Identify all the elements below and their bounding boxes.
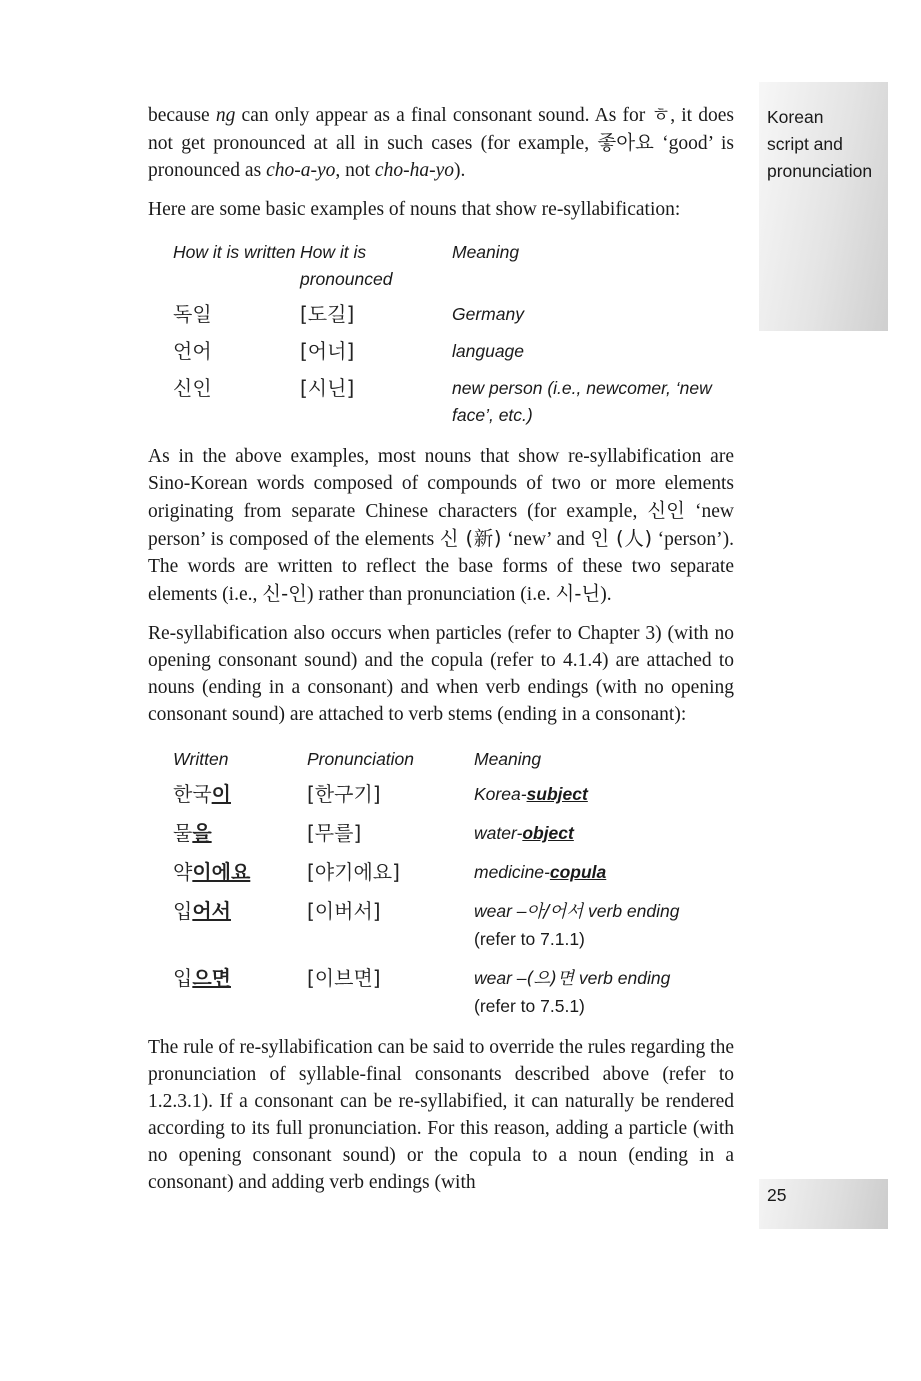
meaning-text: verb ending — [583, 901, 680, 921]
paragraph-5: The rule of re-syllabification can be said to override the rules regarding the pronunciation of syllable-final consonants described above (refer to 1.2.3.1). If a consonant can be re-syllabified, it can naturally be rendered according to its full pronunciation. For this reason, adding a particle (with no opening consonant sound) or the copula to a noun (ending in a consonant) and adding verb endings (with — [148, 1037, 734, 1193]
meaning-korean: (으)면 — [526, 969, 574, 989]
main-text-column — [148, 101, 734, 1196]
written-cell — [173, 898, 307, 953]
korean-letter: ㅎ — [651, 103, 671, 126]
text: , not — [335, 160, 375, 181]
korean-word: 인 (人) — [590, 527, 653, 550]
particle: 이 — [211, 782, 231, 806]
written-cell: 독일 — [173, 302, 212, 326]
pronunciation-cell: [무를] — [307, 821, 362, 845]
table-row — [173, 859, 734, 886]
particle-resyllabification-table — [173, 746, 734, 1020]
table-row — [173, 338, 734, 365]
verb-ending: 어서 — [192, 899, 231, 923]
text: ). — [453, 160, 466, 181]
table-row — [173, 781, 734, 808]
meaning-text: Korea- — [474, 784, 527, 804]
pronounced-cell: [도길] — [300, 302, 355, 326]
side-title-line: script and — [767, 134, 843, 154]
header-meaning: Meaning — [474, 749, 542, 769]
stem: 입 — [173, 966, 193, 990]
pronunciation-cell: [야기에요] — [307, 860, 400, 884]
romanization: cho-ha-yo — [374, 160, 454, 181]
table-row — [173, 301, 734, 328]
meaning-cell: language — [452, 341, 525, 361]
text: ‘good’ is pronounced as — [148, 133, 734, 181]
header-written: How it is written — [173, 242, 296, 262]
paragraph-4: Re-syllabification also occurs when particles (refer to Chapter 3) (with no opening consonant sound) and the copula (refer to 4.1.4) are attached to nouns (ending in a consonant) and when verb endings (with no opening consonant sound) are attached to verb stems (ending in a consonant): — [148, 623, 734, 725]
korean-word: 신 (新) — [439, 527, 502, 550]
romanization: cho-a-yo — [266, 160, 336, 181]
table-row — [173, 820, 734, 847]
written-cell — [173, 781, 307, 808]
korean-word: 좋아요 — [597, 131, 654, 154]
korean-word: 신-인 — [262, 582, 307, 605]
written-cell — [173, 965, 307, 1020]
particle: 이에요 — [192, 860, 251, 884]
header-written: Written — [173, 749, 229, 769]
verb-ending: 으면 — [192, 966, 231, 990]
header-pronounced: How it is pronounced — [300, 242, 393, 289]
pronunciation-cell: [한구기] — [307, 782, 381, 806]
page-number: 25 — [767, 1185, 787, 1205]
text: As in the above examples, most nouns that show re-syllabification are Sino-Korean words composed of compounds of two or more elements originating from separate Chinese characters (for example, — [148, 446, 734, 522]
meaning-cell: new person (i.e., newcomer, ‘new face’, etc.) — [452, 378, 712, 425]
korean-word: 시-닌 — [555, 582, 601, 605]
table-header-row — [173, 239, 734, 293]
table-row — [173, 898, 734, 953]
paragraph-1 — [148, 101, 734, 184]
text: because — [148, 105, 216, 126]
stem: 한국 — [173, 782, 212, 806]
meaning-grammar: subject — [526, 784, 588, 804]
pronounced-cell: [시닌] — [300, 376, 355, 400]
written-cell: 언어 — [173, 339, 212, 363]
korean-word: 신인 — [647, 499, 686, 522]
meaning-grammar: copula — [549, 862, 607, 882]
written-cell — [173, 820, 307, 847]
text: ‘person’). The words are written to reflect the base forms of these two separate elements (i.e., — [148, 529, 734, 605]
meaning-text: wear – — [474, 901, 527, 921]
meaning-cell — [474, 781, 734, 808]
table-row — [173, 965, 734, 1020]
pronunciation-cell: [이브면] — [307, 966, 381, 990]
paragraph-2: Here are some basic examples of nouns that show re-syllabification: — [148, 199, 681, 220]
meaning-cell — [474, 820, 734, 847]
pronunciation-cell: [이버서] — [307, 899, 381, 923]
pronounced-cell: [어너] — [300, 339, 355, 363]
chapter-side-tab — [759, 82, 888, 331]
meaning-korean: 아/어서 — [526, 902, 584, 922]
side-title-line: pronunciation — [767, 161, 873, 181]
table-row — [173, 375, 734, 429]
meaning-cell: Germany — [452, 304, 524, 324]
cross-reference: (refer to 7.1.1) — [474, 929, 585, 949]
header-meaning: Meaning — [452, 242, 520, 262]
table-header-row — [173, 746, 734, 773]
text: ‘new’ and — [501, 529, 591, 550]
meaning-text: water- — [474, 823, 523, 843]
resyllabification-noun-table — [173, 239, 734, 429]
meaning-text: medicine- — [474, 862, 550, 882]
stem: 입 — [173, 899, 193, 923]
paragraph-3 — [148, 443, 734, 608]
text: ). — [600, 584, 612, 605]
meaning-text: verb ending — [574, 968, 671, 988]
meaning-text: wear – — [474, 968, 527, 988]
side-title-line: Korean — [767, 107, 824, 127]
cross-reference: (refer to 7.5.1) — [474, 996, 585, 1016]
page-number-tab — [759, 1179, 888, 1229]
written-cell: 신인 — [173, 376, 212, 400]
text: , it does not get pronounced at all in such cases (for example, — [148, 105, 734, 154]
stem: 약 — [173, 860, 193, 884]
header-pronunciation: Pronunciation — [307, 749, 415, 769]
particle: 을 — [192, 821, 212, 845]
written-cell — [173, 859, 307, 886]
meaning-cell — [474, 859, 734, 886]
text: ) rather than pronunciation (i.e. — [306, 584, 556, 605]
text: ‘new person’ is composed of the elements — [148, 501, 735, 550]
text: can only appear as a final consonant sound. As for — [235, 105, 652, 126]
meaning-cell — [474, 898, 734, 953]
chapter-side-title — [767, 104, 892, 185]
meaning-grammar: object — [522, 823, 574, 843]
romanization: ng — [215, 105, 236, 126]
meaning-cell — [474, 965, 734, 1020]
stem: 물 — [173, 821, 193, 845]
